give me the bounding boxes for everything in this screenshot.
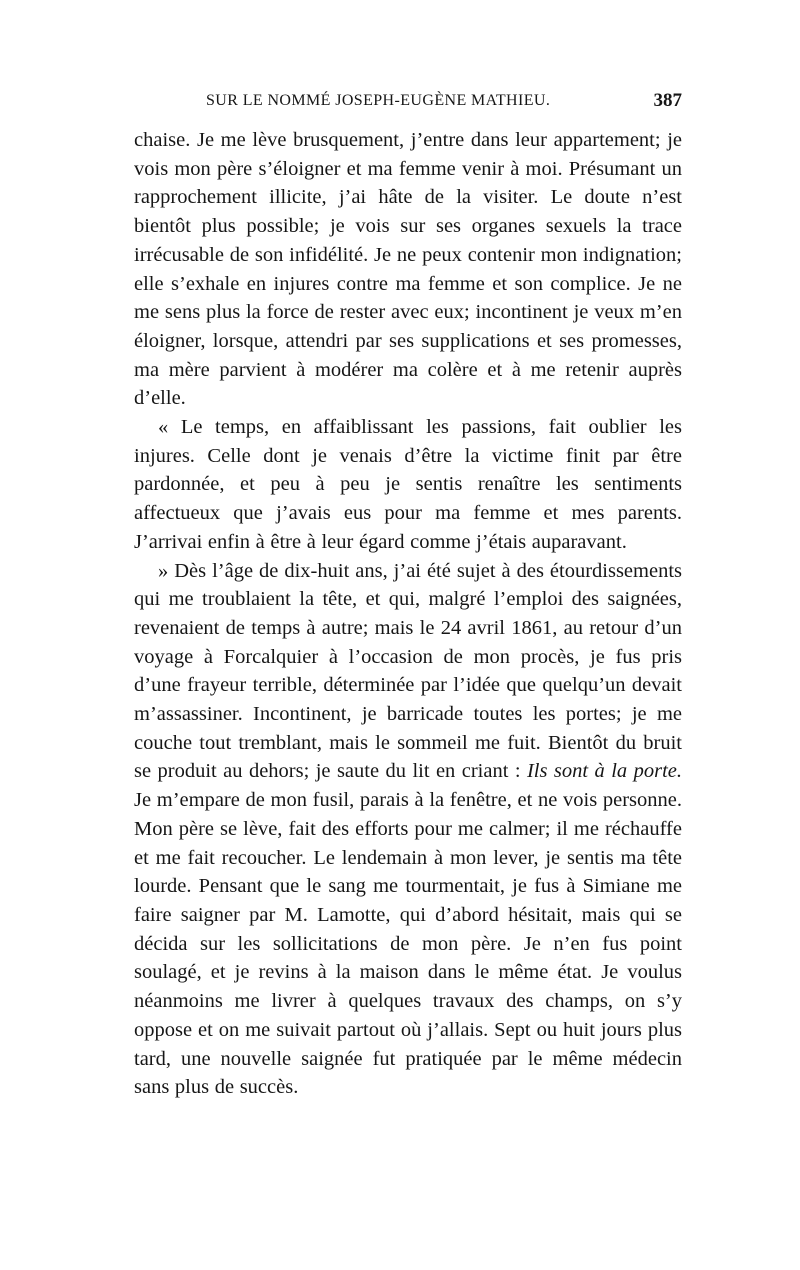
- paragraph-dizziness-text-after: Je m’empare de mon fusil, parais à la fenêtre, et ne vois personne. Mon père se lève, fait des efforts pour me calmer; il me réchauffe et me fait recoucher. Le lendemain à mon lever, je sentis ma tête lourde. Pensant que le sang me tourmentait, je fus à Simiane me faire saigner par M. Lamotte, qui d’abord hésitait, mais qui se décida sur les sollicitations de mon père. Je n’en fus point soulagé, et je revins à la maison dans le même état. Je voulus néanmoins me livrer à quelques travaux des champs, on s’y oppose et on me suivait partout où j’allais. Sept ou huit jours plus tard, une nouvelle saignée fut pratiquée par le même médecin sans plus de succès.: [134, 789, 682, 1099]
- paragraph-dizziness-text-before: » Dès l’âge de dix-huit ans, j’ai été sujet à des étourdissements qui me troublaient la tête, et qui, malgré l’emploi des saignées, revenaient de temps à autre; mais le 24 avril 1861, au retour d’un voyage à Forcalquier à l’occasion de mon procès, je fus pris d’une frayeur terrible, déterminée par l’idée que quelqu’un devait m’assassiner. Incontinent, je barricade toutes les portes; je me couche tout tremblant, mais le sommeil me fuit. Bientôt du bruit se produit au dehors; je saute du lit en criant :: [134, 559, 682, 783]
- body-text: [134, 126, 682, 1102]
- page-number: 387: [653, 90, 682, 111]
- quoted-cry-italic: Ils sont à la porte.: [526, 760, 682, 783]
- paragraph-forgiveness: « Le temps, en affaiblissant les passions, fait oublier les injures. Celle dont je venais d’être la victime finit par être pardonnée, et peu à peu je sentis renaître les sentiments affectueux que j’avais eus pour ma femme et mes parents. J’arrivai enfin à être à leur égard comme j’étais auparavant.: [134, 416, 682, 553]
- running-title: SUR LE NOMMÉ JOSEPH-EUGÈNE MATHIEU.: [206, 92, 551, 109]
- running-head: [134, 92, 682, 116]
- paragraph-dizziness: [134, 557, 682, 1102]
- paragraph-continuation: chaise. Je me lève brusquement, j’entre dans leur appartement; je vois mon père s’éloigner et ma femme venir à moi. Présumant un rapprochement illicite, j’ai hâte de la visiter. Le doute n’est bientôt plus possible; je vois sur ses organes sexuels la trace irrécusable de son infidélité. Je ne peux contenir mon indignation; elle s’exhale en injures contre ma femme et son complice. Je ne me sens plus la force de rester avec eux; incontinent je veux m’en éloigner, lorsque, attendri par ses supplications et ses promesses, ma mère parvient à modérer ma colère et à me retenir auprès d’elle.: [134, 129, 682, 410]
